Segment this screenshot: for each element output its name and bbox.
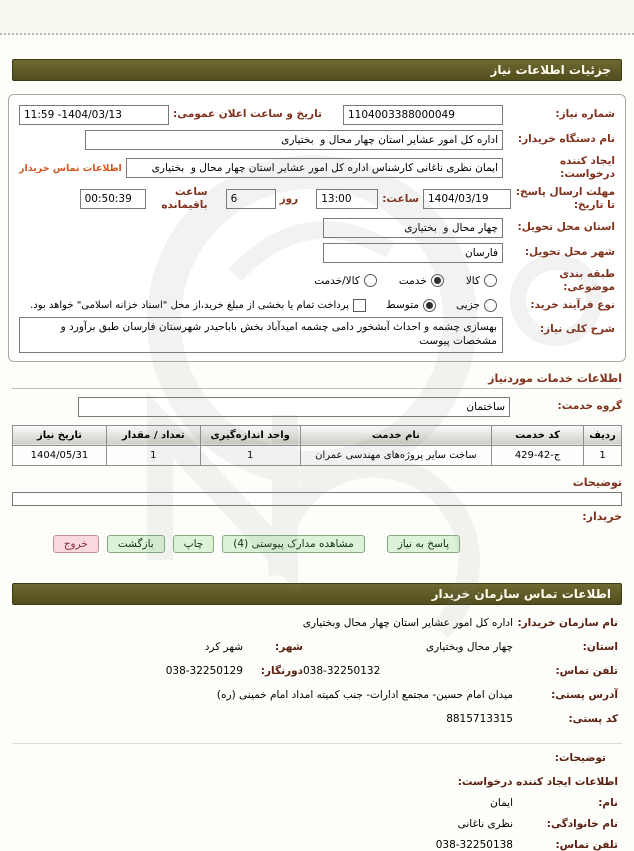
contact-city-value: شهر کرد xyxy=(204,640,243,653)
page-title: جزئیات اطلاعات نیاز xyxy=(12,59,622,81)
table-row xyxy=(13,445,622,465)
creator-last-name-label: نام خانوادگی: xyxy=(546,817,618,830)
delivery-province-field[interactable] xyxy=(323,218,503,238)
col-header-row-number: ردیف xyxy=(584,425,622,445)
services-section-title: اطلاعات خدمات موردنیاز xyxy=(12,372,622,389)
radio-goods-icon[interactable] xyxy=(484,274,497,287)
deadline-time-field[interactable] xyxy=(316,189,378,209)
contact-org-row xyxy=(16,617,618,629)
class-option-service[interactable] xyxy=(399,274,444,287)
footer-divider xyxy=(12,743,622,764)
buyer-contact-section-title: اطلاعات تماس سازمان خریدار xyxy=(12,583,622,605)
deadline-row xyxy=(19,186,615,212)
buyer-contact-link[interactable]: اطلاعات تماس خریدار xyxy=(19,162,122,174)
treasury-note-text: پرداخت تمام یا بخشی از مبلغ خرید،از محل "اسناد خزانه اسلامی" خواهد بود. xyxy=(30,299,350,311)
col-header-need-date: تاریخ نیاز xyxy=(13,425,107,445)
purchase-process-row xyxy=(19,299,615,312)
deadline-label: مهلت ارسال پاسخ: تا تاریخ: xyxy=(515,186,615,212)
request-creator-row xyxy=(19,155,615,181)
remaining-time-field[interactable] xyxy=(80,189,146,209)
creator-phone-row xyxy=(16,839,618,851)
creator-phone-label: تلفن تماس: xyxy=(555,838,618,851)
creator-first-name-value: ایمان xyxy=(490,796,513,809)
process-option-medium-label: متوسط xyxy=(386,299,420,312)
buyer-notes-field[interactable] xyxy=(12,492,622,506)
need-number-row xyxy=(19,105,615,125)
delivery-province-label: استان محل تحویل: xyxy=(517,220,615,233)
radio-both-icon[interactable] xyxy=(364,274,377,287)
cell-service-code: ج-42-429 xyxy=(492,445,584,465)
contact-province-label: استان: xyxy=(582,640,618,653)
contact-phone-label: تلفن تماس: xyxy=(555,664,618,677)
contact-postal-row xyxy=(16,713,618,725)
contact-address-label: آدرس پستی: xyxy=(551,688,618,701)
process-option-minor-label: جزیی xyxy=(456,299,480,312)
contact-province-value: چهار محال وبختیاری xyxy=(425,640,513,653)
treasury-note-group xyxy=(30,299,366,312)
remaining-time-label: ساعت باقیمانده xyxy=(161,186,208,212)
need-description-label: شرح کلی نیاز: xyxy=(539,322,615,335)
col-header-unit: واحد اندازه‌گیری xyxy=(200,425,300,445)
radio-service-icon[interactable] xyxy=(431,274,444,287)
contact-postal-label: کد پستی: xyxy=(568,712,618,725)
col-header-service-name: نام خدمت xyxy=(300,425,492,445)
purchase-process-label: نوع فرآیند خرید: xyxy=(530,298,615,311)
delivery-province-row xyxy=(19,218,615,238)
creator-phone-value: 038-32250138 xyxy=(435,838,513,851)
contact-fax-label: دورنگار: xyxy=(260,664,303,677)
contact-phone-row xyxy=(16,665,618,677)
contact-address-row xyxy=(16,689,618,701)
print-button[interactable]: چاپ xyxy=(173,535,215,553)
deadline-date-field[interactable] xyxy=(423,189,511,209)
request-creator-label: ایجاد کننده درخواست: xyxy=(559,155,615,181)
remaining-days-field[interactable] xyxy=(226,189,276,209)
cell-quantity: 1 xyxy=(106,445,200,465)
class-option-both[interactable] xyxy=(314,274,377,287)
col-header-quantity: تعداد / مقدار xyxy=(106,425,200,445)
service-group-label: گروه خدمت: xyxy=(557,400,622,413)
need-description-row xyxy=(19,317,615,353)
contact-city-label: شهر: xyxy=(275,640,303,653)
treasury-checkbox[interactable] xyxy=(353,299,366,312)
buyer-org-label: نام دستگاه خریدار: xyxy=(517,133,615,146)
creator-last-name-row xyxy=(16,818,618,830)
footer-notes-title: توضیحات: xyxy=(554,751,606,764)
buyer-notes-title: توضیحات xyxy=(572,475,622,489)
cell-row-number: 1 xyxy=(584,445,622,465)
contact-org-value: اداره کل امور عشایر استان چهار محال وبختیاری xyxy=(302,616,513,629)
subject-classification-row xyxy=(19,268,615,294)
creator-first-name-row xyxy=(16,797,618,809)
need-description-field[interactable]: بهسازی چشمه و احداث آبشخور دامی چشمه امیدآباد بخش باباحیدر شهرستان فارسان طبق برآورد و مشخصات پیوست xyxy=(19,317,503,353)
creator-info-title: اطلاعات ایجاد کننده درخواست: xyxy=(457,775,618,788)
class-option-goods[interactable] xyxy=(466,274,497,287)
request-creator-field[interactable] xyxy=(126,158,503,178)
delivery-city-label: شهر محل تحویل: xyxy=(524,245,615,258)
service-group-row xyxy=(12,397,622,417)
respond-to-need-button[interactable]: پاسخ به نیاز xyxy=(387,535,460,553)
cell-need-date: 1404/05/31 xyxy=(13,445,107,465)
announce-datetime-label: تاریخ و ساعت اعلان عمومی: xyxy=(173,108,322,121)
radio-minor-icon[interactable] xyxy=(484,299,497,312)
subject-classification-label: طبقه بندی موضوعی: xyxy=(559,267,615,293)
need-number-field[interactable] xyxy=(343,105,503,125)
service-group-field[interactable] xyxy=(78,397,510,417)
contact-fax-value: 038-32250129 xyxy=(165,664,243,677)
need-details-panel xyxy=(8,94,626,362)
delivery-city-field[interactable] xyxy=(323,243,503,263)
buyer-org-row xyxy=(19,130,615,150)
process-option-minor[interactable] xyxy=(456,299,497,312)
creator-first-name-label: نام: xyxy=(598,796,618,809)
deadline-hour-label: ساعت: xyxy=(382,192,419,205)
contact-address-value: میدان امام حسین- مجتمع ادارات- جنب کمیته امداد امام خمینی (ره) xyxy=(216,688,513,701)
delivery-city-row xyxy=(19,243,615,263)
action-buttons-row xyxy=(0,535,460,553)
services-table-header-row xyxy=(13,425,622,445)
contact-location-row xyxy=(16,641,618,653)
contact-phone-value: 038-32250132 xyxy=(303,664,381,677)
contact-org-label: نام سازمان خریدار: xyxy=(517,616,618,629)
cell-unit: 1 xyxy=(200,445,300,465)
class-option-goods-label: کالا xyxy=(465,274,480,287)
col-header-service-code: کد خدمت xyxy=(492,425,584,445)
remaining-days-label: روز xyxy=(279,192,299,205)
buyer-notes-sublabel: خریدار: xyxy=(582,509,622,523)
view-attachments-button[interactable]: مشاهده مدارک پیوستی (4) xyxy=(222,535,364,553)
contact-postal-value: 8815713315 xyxy=(446,712,513,725)
cell-service-name: ساخت سایر پروژه‌های مهندسی عمران xyxy=(300,445,492,465)
exit-button[interactable]: خروج xyxy=(53,535,99,553)
creator-last-name-value: نظری ناغانی xyxy=(457,817,513,830)
buyer-org-field[interactable] xyxy=(85,130,503,150)
radio-medium-icon[interactable] xyxy=(423,299,436,312)
class-option-both-label: کالا/خدمت xyxy=(314,274,360,287)
back-button[interactable]: بازگشت xyxy=(107,535,165,553)
need-number-label: شماره نیاز: xyxy=(555,108,615,121)
process-option-medium[interactable] xyxy=(386,299,436,312)
top-dotted-separator xyxy=(0,0,634,35)
services-table xyxy=(12,425,622,466)
class-option-service-label: خدمت xyxy=(398,274,427,287)
announce-datetime-field[interactable] xyxy=(19,105,169,125)
